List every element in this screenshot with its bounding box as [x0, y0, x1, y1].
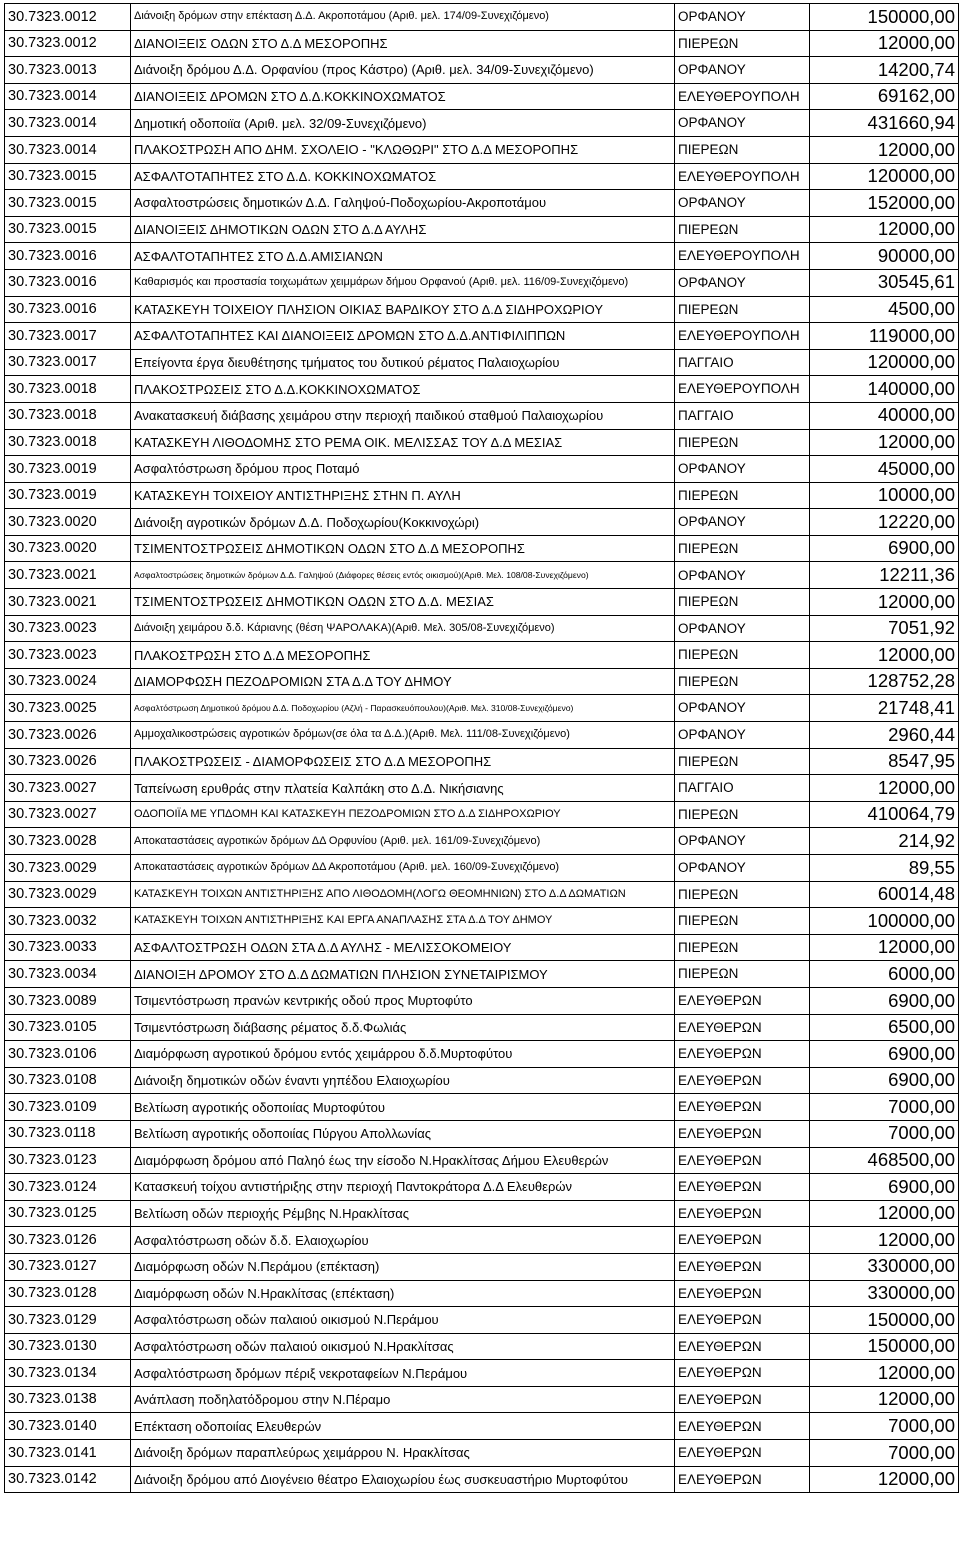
description-cell: ΤΣΙΜΕΝΤΟΣΤΡΩΣΕΙΣ ΔΗΜΟΤΙΚΩΝ ΟΔΩΝ ΣΤΟ Δ.Δ. ΜΕΣΙΑΣ	[131, 589, 675, 616]
description-cell: Ασφαλτόστρωση δρόμου προς Ποταμό	[131, 456, 675, 483]
table-row	[5, 695, 959, 722]
table-row	[5, 1333, 959, 1360]
description-cell: ΠΛΑΚΟΣΤΡΩΣΗ ΑΠΟ ΔΗΜ. ΣΧΟΛΕΙΟ - "ΚΛΩΘΩΡΙ" ΣΤΟ Δ.Δ ΜΕΣΟΡΟΠΗΣ	[131, 136, 675, 163]
area-cell: ΕΛΕΥΘΕΡΩΝ	[675, 1413, 810, 1440]
table-row	[5, 722, 959, 749]
code-cell: 30.7323.0021	[5, 589, 131, 616]
area-cell: ΕΛΕΥΘΕΡΩΝ	[675, 1253, 810, 1280]
description-cell: ΑΣΦΑΛΤΟΤΑΠΗΤΕΣ ΣΤΟ Δ.Δ.ΑΜΙΣΙΑΝΩΝ	[131, 243, 675, 270]
table-row	[5, 402, 959, 429]
amount-cell: 12000,00	[810, 934, 959, 961]
area-cell: ΟΡΦΑΝΟΥ	[675, 4, 810, 31]
description-cell: Βελτίωση αγροτικής οδοποιίας Μυρτοφύτου	[131, 1094, 675, 1121]
description-cell: ΑΣΦΑΛΤΟΤΑΠΗΤΕΣ ΚΑΙ ΔΙΑΝΟΙΞΕΙΣ ΔΡΟΜΩΝ ΣΤΟ Δ.Δ.ΑΝΤΙΦΙΛΙΠΠΩΝ	[131, 323, 675, 350]
table-row	[5, 1147, 959, 1174]
area-cell: ΕΛΕΥΘΕΡΩΝ	[675, 1120, 810, 1147]
code-cell: 30.7323.0109	[5, 1094, 131, 1121]
code-cell: 30.7323.0034	[5, 961, 131, 988]
code-cell: 30.7323.0130	[5, 1333, 131, 1360]
description-cell: Τσιμεντόστρωση διάβασης ρέματος δ.δ.Φωλιάς	[131, 1014, 675, 1041]
amount-cell: 12000,00	[810, 642, 959, 669]
area-cell: ΕΛΕΥΘΕΡΩΝ	[675, 1333, 810, 1360]
table-row	[5, 1014, 959, 1041]
area-cell: ΠΙΕΡΕΩΝ	[675, 136, 810, 163]
table-row	[5, 376, 959, 403]
table-row	[5, 190, 959, 217]
code-cell: 30.7323.0108	[5, 1067, 131, 1094]
area-cell: ΟΡΦΑΝΟΥ	[675, 615, 810, 642]
description-cell: ΠΛΑΚΟΣΤΡΩΣΕΙΣ ΣΤΟ Δ.Δ.ΚΟΚΚΙΝΟΧΩΜΑΤΟΣ	[131, 376, 675, 403]
table-row	[5, 562, 959, 589]
area-cell: ΠΙΕΡΕΩΝ	[675, 748, 810, 775]
area-cell: ΕΛΕΥΘΕΡΩΝ	[675, 1014, 810, 1041]
amount-cell: 4500,00	[810, 296, 959, 323]
description-cell: ΤΣΙΜΕΝΤΟΣΤΡΩΣΕΙΣ ΔΗΜΟΤΙΚΩΝ ΟΔΩΝ ΣΤΟ Δ.Δ ΜΕΣΟΡΟΠΗΣ	[131, 535, 675, 562]
description-cell: ΔΙΑΝΟΙΞΕΙΣ ΟΔΩΝ ΣΤΟ Δ.Δ ΜΕΣΟΡΟΠΗΣ	[131, 30, 675, 57]
table-row	[5, 243, 959, 270]
area-cell: ΠΑΓΓΑΙΟ	[675, 402, 810, 429]
area-cell: ΠΙΕΡΕΩΝ	[675, 30, 810, 57]
area-cell: ΕΛΕΥΘΕΡΩΝ	[675, 1147, 810, 1174]
description-cell: ΚΑΤΑΣΚΕΥΗ ΤΟΙΧΕΙΟΥ ΠΛΗΣΙΟΝ ΟΙΚΙΑΣ ΒΑΡΔΙΚΟΥ ΣΤΟ Δ.Δ ΣΙΔΗΡΟΧΩΡΙΟΥ	[131, 296, 675, 323]
amount-cell: 12000,00	[810, 775, 959, 802]
amount-cell: 214,92	[810, 828, 959, 855]
code-cell: 30.7323.0126	[5, 1227, 131, 1254]
area-cell: ΕΛΕΥΘΕΡΩΝ	[675, 1386, 810, 1413]
budget-table	[4, 3, 959, 1493]
code-cell: 30.7323.0024	[5, 668, 131, 695]
amount-cell: 12000,00	[810, 1227, 959, 1254]
code-cell: 30.7323.0134	[5, 1360, 131, 1387]
area-cell: ΠΙΕΡΕΩΝ	[675, 801, 810, 828]
table-row	[5, 349, 959, 376]
table-row	[5, 216, 959, 243]
table-row	[5, 961, 959, 988]
code-cell: 30.7323.0027	[5, 775, 131, 802]
amount-cell: 12000,00	[810, 1466, 959, 1493]
amount-cell: 12000,00	[810, 1200, 959, 1227]
table-row	[5, 4, 959, 31]
amount-cell: 431660,94	[810, 110, 959, 137]
area-cell: ΠΙΕΡΕΩΝ	[675, 908, 810, 935]
table-body	[5, 4, 959, 1493]
description-cell: Διάνοιξη δημοτικών οδών έναντι γηπέδου Ελαιοχωρίου	[131, 1067, 675, 1094]
description-cell: Ταπείνωση ερυθράς στην πλατεία Καλπάκη στο Δ.Δ. Νικήσιανης	[131, 775, 675, 802]
amount-cell: 12000,00	[810, 216, 959, 243]
code-cell: 30.7323.0123	[5, 1147, 131, 1174]
amount-cell: 410064,79	[810, 801, 959, 828]
code-cell: 30.7323.0026	[5, 748, 131, 775]
description-cell: Ασφαλτοστρώσεις δημοτικών Δ.Δ. Γαληψού-Ποδοχωρίου-Ακροποτάμου	[131, 190, 675, 217]
table-row	[5, 828, 959, 855]
code-cell: 30.7323.0012	[5, 4, 131, 31]
area-cell: ΠΙΕΡΕΩΝ	[675, 668, 810, 695]
table-row	[5, 1174, 959, 1201]
code-cell: 30.7323.0012	[5, 30, 131, 57]
code-cell: 30.7323.0020	[5, 509, 131, 536]
code-cell: 30.7323.0029	[5, 855, 131, 882]
code-cell: 30.7323.0032	[5, 908, 131, 935]
table-row	[5, 296, 959, 323]
table-row	[5, 1466, 959, 1493]
description-cell: Ασφαλτόστρωση οδών παλαιού οικισμού Ν.Ηρακλίτσας	[131, 1333, 675, 1360]
amount-cell: 21748,41	[810, 695, 959, 722]
table-row	[5, 269, 959, 296]
description-cell: Διάνοιξη χειμάρου δ.δ. Κάριανης (θέση ΨΑΡΟΛΑΚΑ)(Αριθ. Μελ. 305/08-Συνεχιζόμενο)	[131, 615, 675, 642]
area-cell: ΕΛΕΥΘΕΡΩΝ	[675, 1094, 810, 1121]
area-cell: ΠΙΕΡΕΩΝ	[675, 961, 810, 988]
code-cell: 30.7323.0140	[5, 1413, 131, 1440]
table-row	[5, 1067, 959, 1094]
code-cell: 30.7323.0089	[5, 987, 131, 1014]
amount-cell: 6000,00	[810, 961, 959, 988]
table-row	[5, 136, 959, 163]
description-cell: Ασφαλτοστρώσεις δημοτικών δρόμων Δ.Δ. Γαληψού (Διάφορες θέσεις εντός οικισμού)(Αριθ. Μελ. 108/08-Συνεχιζόμενο)	[131, 562, 675, 589]
code-cell: 30.7323.0118	[5, 1120, 131, 1147]
table-row	[5, 801, 959, 828]
area-cell: ΕΛΕΥΘΕΡΟΥΠΟΛΗ	[675, 83, 810, 110]
amount-cell: 100000,00	[810, 908, 959, 935]
code-cell: 30.7323.0142	[5, 1466, 131, 1493]
table-row	[5, 855, 959, 882]
description-cell: Βελτίωση οδών περιοχής Ρέμβης Ν.Ηρακλίτσας	[131, 1200, 675, 1227]
area-cell: ΟΡΦΑΝΟΥ	[675, 456, 810, 483]
amount-cell: 120000,00	[810, 163, 959, 190]
area-cell: ΕΛΕΥΘΕΡΩΝ	[675, 987, 810, 1014]
table-row	[5, 1253, 959, 1280]
table-row	[5, 934, 959, 961]
code-cell: 30.7323.0025	[5, 695, 131, 722]
area-cell: ΟΡΦΑΝΟΥ	[675, 57, 810, 84]
description-cell: Ασφαλτόστρωση Δημοτικού δρόμου Δ.Δ. Ποδοχωρίου (Αζλή - Παρασκευόπουλου)(Αριθ. Μελ. 310/08-Συνεχιζόμενο)	[131, 695, 675, 722]
table-row	[5, 775, 959, 802]
amount-cell: 45000,00	[810, 456, 959, 483]
code-cell: 30.7323.0138	[5, 1386, 131, 1413]
amount-cell: 6500,00	[810, 1014, 959, 1041]
code-cell: 30.7323.0129	[5, 1307, 131, 1334]
description-cell: Δημοτική οδοποιϊα (Αριθ. μελ. 32/09-Συνεχιζόμενο)	[131, 110, 675, 137]
amount-cell: 7000,00	[810, 1413, 959, 1440]
code-cell: 30.7323.0015	[5, 163, 131, 190]
description-cell: Τσιμεντόστρωση πρανών κεντρικής οδού προς Μυρτοφύτο	[131, 987, 675, 1014]
description-cell: Διαμόρφωση αγροτικού δρόμου εντός χειμάρρου δ.δ.Μυρτοφύτου	[131, 1041, 675, 1068]
table-row	[5, 668, 959, 695]
amount-cell: 140000,00	[810, 376, 959, 403]
code-cell: 30.7323.0023	[5, 642, 131, 669]
amount-cell: 150000,00	[810, 1333, 959, 1360]
description-cell: ΔΙΑΝΟΙΞΗ ΔΡΟΜΟΥ ΣΤΟ Δ.Δ ΔΩΜΑΤΙΩΝ ΠΛΗΣΙΟΝ ΣΥΝΕΤΑΙΡΙΣΜΟΥ	[131, 961, 675, 988]
area-cell: ΕΛΕΥΘΕΡΩΝ	[675, 1067, 810, 1094]
amount-cell: 40000,00	[810, 402, 959, 429]
amount-cell: 120000,00	[810, 349, 959, 376]
code-cell: 30.7323.0017	[5, 349, 131, 376]
table-row	[5, 748, 959, 775]
table-row	[5, 1227, 959, 1254]
area-cell: ΟΡΦΑΝΟΥ	[675, 695, 810, 722]
area-cell: ΕΛΕΥΘΕΡΟΥΠΟΛΗ	[675, 163, 810, 190]
code-cell: 30.7323.0013	[5, 57, 131, 84]
amount-cell: 6900,00	[810, 535, 959, 562]
amount-cell: 6900,00	[810, 987, 959, 1014]
area-cell: ΠΙΕΡΕΩΝ	[675, 535, 810, 562]
description-cell: Διαμόρφωση οδών Ν.Περάμου (επέκταση)	[131, 1253, 675, 1280]
code-cell: 30.7323.0124	[5, 1174, 131, 1201]
description-cell: Διάνοιξη δρόμου Δ.Δ. Ορφανίου (προς Κάστρο) (Αριθ. μελ. 34/09-Συνεχιζόμενο)	[131, 57, 675, 84]
table-row	[5, 615, 959, 642]
area-cell: ΕΛΕΥΘΕΡΩΝ	[675, 1360, 810, 1387]
amount-cell: 12000,00	[810, 136, 959, 163]
amount-cell: 330000,00	[810, 1253, 959, 1280]
amount-cell: 89,55	[810, 855, 959, 882]
area-cell: ΕΛΕΥΘΕΡΩΝ	[675, 1280, 810, 1307]
code-cell: 30.7323.0016	[5, 269, 131, 296]
code-cell: 30.7323.0106	[5, 1041, 131, 1068]
table-row	[5, 589, 959, 616]
description-cell: Ανάπλαση ποδηλατόδρομου στην Ν.Πέραμο	[131, 1386, 675, 1413]
area-cell: ΟΡΦΑΝΟΥ	[675, 722, 810, 749]
code-cell: 30.7323.0014	[5, 110, 131, 137]
amount-cell: 7000,00	[810, 1120, 959, 1147]
area-cell: ΕΛΕΥΘΕΡΩΝ	[675, 1174, 810, 1201]
amount-cell: 14200,74	[810, 57, 959, 84]
code-cell: 30.7323.0018	[5, 402, 131, 429]
table-row	[5, 908, 959, 935]
code-cell: 30.7323.0018	[5, 376, 131, 403]
table-row	[5, 535, 959, 562]
code-cell: 30.7323.0016	[5, 296, 131, 323]
description-cell: Αποκαταστάσεις αγροτικών δρόμων ΔΔ Ορφυνίου (Αριθ. μελ. 161/09-Συνεχιζόμενο)	[131, 828, 675, 855]
table-row	[5, 323, 959, 350]
description-cell: ΠΛΑΚΟΣΤΡΩΣΕΙΣ - ΔΙΑΜΟΡΦΩΣΕΙΣ ΣΤΟ Δ.Δ ΜΕΣΟΡΟΠΗΣ	[131, 748, 675, 775]
description-cell: Καθαρισμός και προστασία τοιχωμάτων χειμμάρων δήμου Ορφανού (Αριθ. μελ. 116/09-Συνεχιζόμενο)	[131, 269, 675, 296]
code-cell: 30.7323.0017	[5, 323, 131, 350]
description-cell: ΚΑΤΑΣΚΕΥΗ ΤΟΙΧΩΝ ΑΝΤΙΣΤΗΡΙΞΗΣ ΑΠΟ ΛΙΘΟΔΟΜΗ(ΛΟΓΩ ΘΕΟΜΗΝΙΩΝ) ΣΤΟ Δ.Δ ΔΩΜΑΤΙΩΝ	[131, 881, 675, 908]
description-cell: ΚΑΤΑΣΚΕΥΗ ΤΟΙΧΩΝ ΑΝΤΙΣΤΗΡΙΞΗΣ ΚΑΙ ΕΡΓΑ ΑΝΑΠΛΑΣΗΣ ΣΤΑ Δ.Δ ΤΟΥ ΔΗΜΟΥ	[131, 908, 675, 935]
area-cell: ΠΙΕΡΕΩΝ	[675, 482, 810, 509]
amount-cell: 12000,00	[810, 589, 959, 616]
area-cell: ΕΛΕΥΘΕΡΩΝ	[675, 1466, 810, 1493]
description-cell: Διάνοιξη δρόμων στην επέκταση Δ.Δ. Ακροποτάμου (Αριθ. μελ. 174/09-Συνεχιζόμενο)	[131, 4, 675, 31]
amount-cell: 2960,44	[810, 722, 959, 749]
area-cell: ΕΛΕΥΘΕΡΩΝ	[675, 1227, 810, 1254]
table-row	[5, 881, 959, 908]
table-row	[5, 1440, 959, 1467]
description-cell: ΔΙΑΝΟΙΞΕΙΣ ΔΡΟΜΩΝ ΣΤΟ Δ.Δ.ΚΟΚΚΙΝΟΧΩΜΑΤΟΣ	[131, 83, 675, 110]
amount-cell: 6900,00	[810, 1041, 959, 1068]
area-cell: ΠΙΕΡΕΩΝ	[675, 296, 810, 323]
area-cell: ΕΛΕΥΘΕΡΟΥΠΟΛΗ	[675, 323, 810, 350]
code-cell: 30.7323.0015	[5, 216, 131, 243]
amount-cell: 6900,00	[810, 1174, 959, 1201]
amount-cell: 12211,36	[810, 562, 959, 589]
description-cell: Ασφαλτόστρωση οδών παλαιού οικισμού Ν.Περάμου	[131, 1307, 675, 1334]
description-cell: Βελτίωση αγροτικής οδοποιίας Πύργου Απολλωνίας	[131, 1120, 675, 1147]
amount-cell: 12220,00	[810, 509, 959, 536]
description-cell: Ασφαλτόστρωση δρόμων πέριξ νεκροταφείων Ν.Περάμου	[131, 1360, 675, 1387]
table-row	[5, 1413, 959, 1440]
area-cell: ΕΛΕΥΘΕΡΟΥΠΟΛΗ	[675, 243, 810, 270]
amount-cell: 8547,95	[810, 748, 959, 775]
amount-cell: 152000,00	[810, 190, 959, 217]
description-cell: ΑΣΦΑΛΤΟΤΑΠΗΤΕΣ ΣΤΟ Δ.Δ. ΚΟΚΚΙΝΟΧΩΜΑΤΟΣ	[131, 163, 675, 190]
description-cell: Διάνοιξη αγροτικών δρόμων Δ.Δ. Ποδοχωρίου(Κοκκινοχώρι)	[131, 509, 675, 536]
table-row	[5, 1307, 959, 1334]
code-cell: 30.7323.0019	[5, 456, 131, 483]
table-row	[5, 509, 959, 536]
table-row	[5, 1200, 959, 1227]
code-cell: 30.7323.0125	[5, 1200, 131, 1227]
description-cell: ΠΛΑΚΟΣΤΡΩΣΗ ΣΤΟ Δ.Δ ΜΕΣΟΡΟΠΗΣ	[131, 642, 675, 669]
code-cell: 30.7323.0018	[5, 429, 131, 456]
amount-cell: 69162,00	[810, 83, 959, 110]
amount-cell: 150000,00	[810, 4, 959, 31]
description-cell: Επείγοντα έργα διευθέτησης τμήματος του δυτικού ρέματος Παλαιοχωρίου	[131, 349, 675, 376]
code-cell: 30.7323.0029	[5, 881, 131, 908]
area-cell: ΟΡΦΑΝΟΥ	[675, 269, 810, 296]
area-cell: ΠΙΕΡΕΩΝ	[675, 934, 810, 961]
table-row	[5, 30, 959, 57]
area-cell: ΕΛΕΥΘΕΡΟΥΠΟΛΗ	[675, 376, 810, 403]
area-cell: ΟΡΦΑΝΟΥ	[675, 110, 810, 137]
description-cell: ΟΔΟΠΟΙΪΑ ΜΕ ΥΠΔΟΜΗ ΚΑΙ ΚΑΤΑΣΚΕΥΗ ΠΕΖΟΔΡΟΜΙΩΝ ΣΤΟ Δ.Δ ΣΙΔΗΡΟΧΩΡΙΟΥ	[131, 801, 675, 828]
table-row	[5, 57, 959, 84]
area-cell: ΠΙΕΡΕΩΝ	[675, 589, 810, 616]
area-cell: ΟΡΦΑΝΟΥ	[675, 509, 810, 536]
code-cell: 30.7323.0020	[5, 535, 131, 562]
amount-cell: 30545,61	[810, 269, 959, 296]
code-cell: 30.7323.0015	[5, 190, 131, 217]
table-row	[5, 83, 959, 110]
amount-cell: 128752,28	[810, 668, 959, 695]
code-cell: 30.7323.0127	[5, 1253, 131, 1280]
area-cell: ΟΡΦΑΝΟΥ	[675, 562, 810, 589]
description-cell: Αποκαταστάσεις αγροτικών δρόμων ΔΔ Ακροποτάμου (Αριθ. μελ. 160/09-Συνεχιζόμενο)	[131, 855, 675, 882]
amount-cell: 90000,00	[810, 243, 959, 270]
area-cell: ΠΑΓΓΑΙΟ	[675, 349, 810, 376]
table-row	[5, 1360, 959, 1387]
code-cell: 30.7323.0128	[5, 1280, 131, 1307]
table-row	[5, 429, 959, 456]
amount-cell: 7051,92	[810, 615, 959, 642]
table-row	[5, 1386, 959, 1413]
code-cell: 30.7323.0014	[5, 83, 131, 110]
area-cell: ΕΛΕΥΘΕΡΩΝ	[675, 1200, 810, 1227]
description-cell: Διάνοιξη δρόμων παραπλεύρως χειμάρρου Ν. Ηρακλίτσας	[131, 1440, 675, 1467]
table-row	[5, 1280, 959, 1307]
amount-cell: 6900,00	[810, 1067, 959, 1094]
table-row	[5, 482, 959, 509]
description-cell: ΑΣΦΑΛΤΟΣΤΡΩΣΗ ΟΔΩΝ ΣΤΑ Δ.Δ ΑΥΛΗΣ - ΜΕΛΙΣΣΟΚΟΜΕΙΟΥ	[131, 934, 675, 961]
area-cell: ΕΛΕΥΘΕΡΩΝ	[675, 1307, 810, 1334]
area-cell: ΠΙΕΡΕΩΝ	[675, 429, 810, 456]
area-cell: ΟΡΦΑΝΟΥ	[675, 828, 810, 855]
amount-cell: 60014,48	[810, 881, 959, 908]
table-row	[5, 987, 959, 1014]
amount-cell: 468500,00	[810, 1147, 959, 1174]
description-cell: ΔΙΑΜΟΡΦΩΣΗ ΠΕΖΟΔΡΟΜΙΩΝ ΣΤΑ Δ.Δ ΤΟΥ ΔΗΜΟΥ	[131, 668, 675, 695]
code-cell: 30.7323.0023	[5, 615, 131, 642]
amount-cell: 12000,00	[810, 1386, 959, 1413]
description-cell: ΔΙΑΝΟΙΞΕΙΣ ΔΗΜΟΤΙΚΩΝ ΟΔΩΝ ΣΤΟ Δ.Δ ΑΥΛΗΣ	[131, 216, 675, 243]
amount-cell: 12000,00	[810, 1360, 959, 1387]
code-cell: 30.7323.0016	[5, 243, 131, 270]
description-cell: ΚΑΤΑΣΚΕΥΗ ΤΟΙΧΕΙΟΥ ΑΝΤΙΣΤΗΡΙΞΗΣ ΣΤΗΝ Π. ΑΥΛΗ	[131, 482, 675, 509]
description-cell: Ανακατασκευή διάβασης χειμάρου στην περιοχή παιδικού σταθμού Παλαιοχωρίου	[131, 402, 675, 429]
area-cell: ΠΑΓΓΑΙΟ	[675, 775, 810, 802]
description-cell: Διαμόρφωση δρόμου από Παληό έως την είσοδο Ν.Ηρακλίτσας Δήμου Ελευθερών	[131, 1147, 675, 1174]
code-cell: 30.7323.0141	[5, 1440, 131, 1467]
code-cell: 30.7323.0014	[5, 136, 131, 163]
amount-cell: 10000,00	[810, 482, 959, 509]
table-row	[5, 456, 959, 483]
description-cell: ΚΑΤΑΣΚΕΥΗ ΛΙΘΟΔΟΜΗΣ ΣΤΟ ΡΕΜΑ ΟΙΚ. ΜΕΛΙΣΣΑΣ ΤΟΥ Δ.Δ ΜΕΣΙΑΣ	[131, 429, 675, 456]
table-row	[5, 1041, 959, 1068]
area-cell: ΕΛΕΥΘΕΡΩΝ	[675, 1041, 810, 1068]
area-cell: ΠΙΕΡΕΩΝ	[675, 881, 810, 908]
amount-cell: 119000,00	[810, 323, 959, 350]
code-cell: 30.7323.0105	[5, 1014, 131, 1041]
code-cell: 30.7323.0027	[5, 801, 131, 828]
area-cell: ΕΛΕΥΘΕΡΩΝ	[675, 1440, 810, 1467]
code-cell: 30.7323.0028	[5, 828, 131, 855]
table-row	[5, 1094, 959, 1121]
amount-cell: 12000,00	[810, 30, 959, 57]
description-cell: Κατασκευή τοίχου αντιστήριξης στην περιοχή Παντοκράτορα Δ.Δ Ελευθερών	[131, 1174, 675, 1201]
area-cell: ΟΡΦΑΝΟΥ	[675, 855, 810, 882]
amount-cell: 12000,00	[810, 429, 959, 456]
amount-cell: 330000,00	[810, 1280, 959, 1307]
description-cell: Διαμόρφωση οδών Ν.Ηρακλίτσας (επέκταση)	[131, 1280, 675, 1307]
table-row	[5, 110, 959, 137]
code-cell: 30.7323.0026	[5, 722, 131, 749]
amount-cell: 150000,00	[810, 1307, 959, 1334]
code-cell: 30.7323.0019	[5, 482, 131, 509]
table-row	[5, 163, 959, 190]
description-cell: Διάνοιξη δρόμου από Διογένειο θέατρο Ελαιοχωρίου έως συσκευαστήριο Μυρτοφύτου	[131, 1466, 675, 1493]
area-cell: ΟΡΦΑΝΟΥ	[675, 190, 810, 217]
description-cell: Ασφαλτόστρωση οδών δ.δ. Ελαιοχωρίου	[131, 1227, 675, 1254]
area-cell: ΠΙΕΡΕΩΝ	[675, 642, 810, 669]
amount-cell: 7000,00	[810, 1094, 959, 1121]
description-cell: Αμμοχαλικοστρώσεις αγροτικών δρόμων(σε όλα τα Δ.Δ.)(Αριθ. Μελ. 111/08-Συνεχιζόμενο)	[131, 722, 675, 749]
area-cell: ΠΙΕΡΕΩΝ	[675, 216, 810, 243]
description-cell: Επέκταση οδοποιίας Ελευθερών	[131, 1413, 675, 1440]
amount-cell: 7000,00	[810, 1440, 959, 1467]
table-row	[5, 1120, 959, 1147]
code-cell: 30.7323.0021	[5, 562, 131, 589]
table-row	[5, 642, 959, 669]
code-cell: 30.7323.0033	[5, 934, 131, 961]
